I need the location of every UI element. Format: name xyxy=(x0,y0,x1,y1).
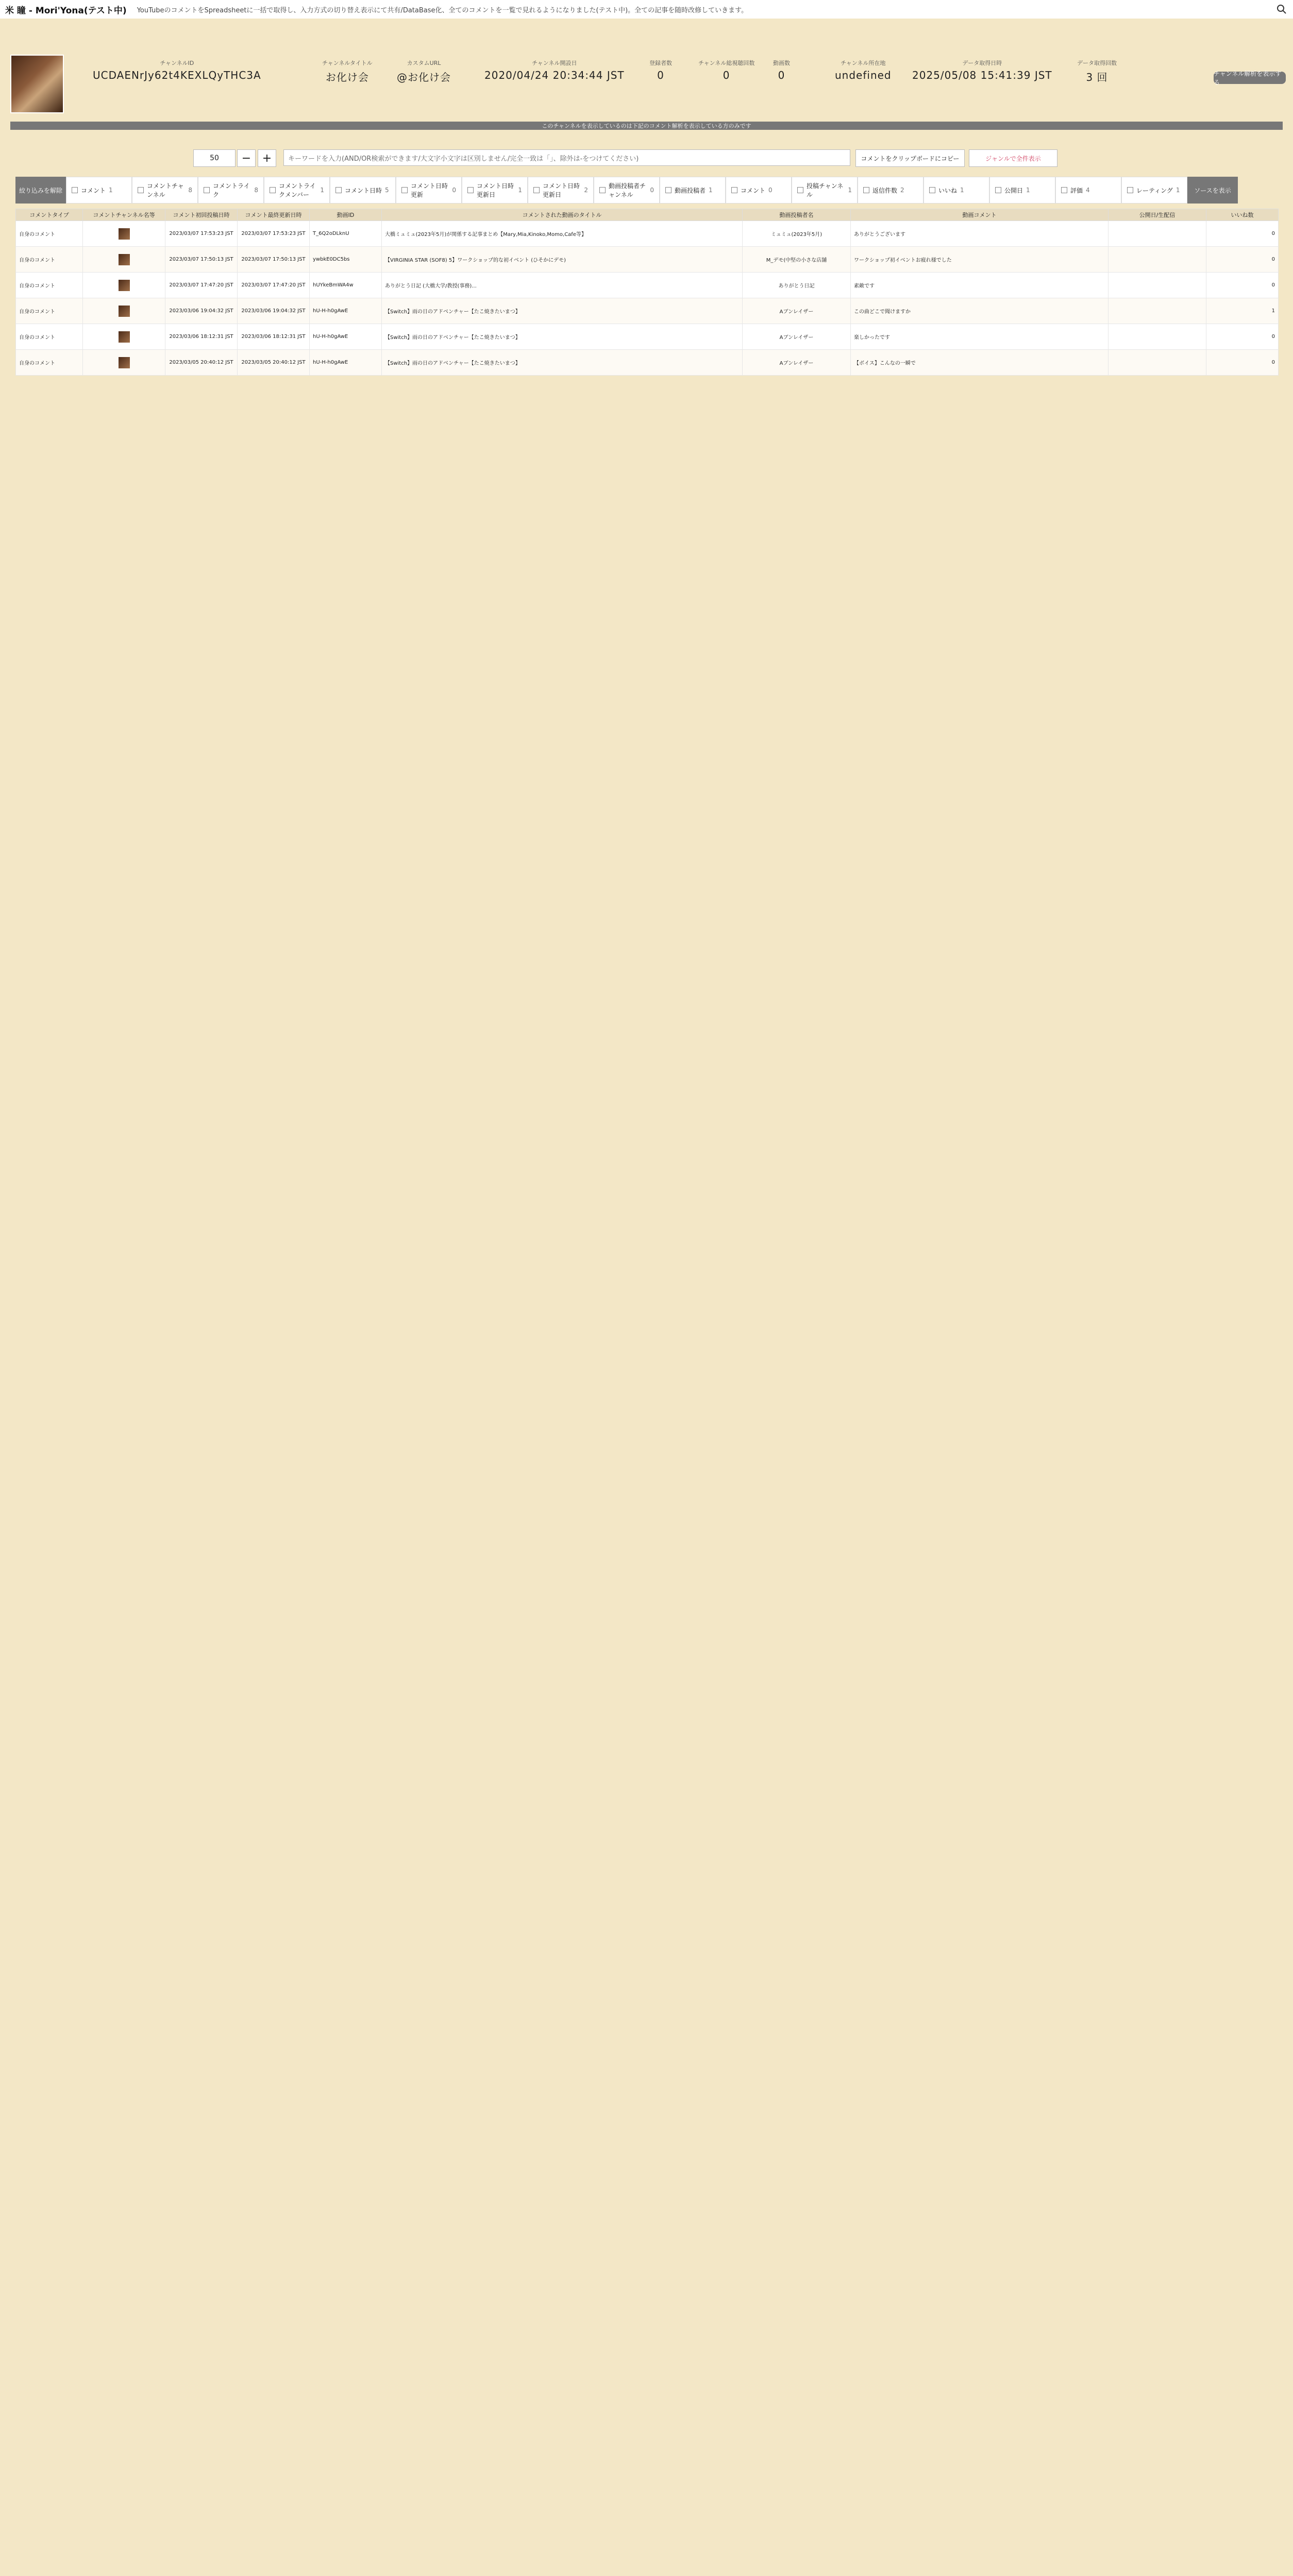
author-avatar-icon xyxy=(119,254,130,265)
cell-video-title[interactable]: 【Switch】雨の日のアドベンチャー【たこ焼きたいまつ】 xyxy=(382,350,743,376)
table-row[interactable] xyxy=(16,273,1279,298)
cell-likes: 1 xyxy=(1206,298,1279,324)
cell-likes: 0 xyxy=(1206,221,1279,247)
filter-chip[interactable]: いいね 1 xyxy=(923,177,989,204)
col-posted[interactable]: コメント初回投稿日時 xyxy=(165,209,238,221)
cell-author xyxy=(83,324,165,350)
cell-video-title[interactable]: ありがとう日記 (大橋大学/教授(事務)... xyxy=(382,273,743,298)
cell-updated: 2023/03/07 17:47:20 JST xyxy=(238,273,310,298)
cell-video-id[interactable]: hU-H-h0gAwE xyxy=(310,298,382,324)
data-fetched: データ取得日時 2025/05/08 15:41:39 JST xyxy=(912,60,1052,81)
channel-id: チャンネルID UCDAENrJy62t4KEXLQyTHC3A xyxy=(93,60,261,81)
filter-chip[interactable]: 動画投稿者チャンネル 0 xyxy=(594,177,660,204)
cell-date xyxy=(1109,298,1206,324)
cell-date xyxy=(1109,247,1206,273)
cell-video-title[interactable]: 【Switch】雨の日のアドベンチャー【たこ焼きたいまつ】 xyxy=(382,298,743,324)
table-row[interactable] xyxy=(16,350,1279,376)
cell-uploader[interactable]: Aブンレイザー xyxy=(743,324,851,350)
cell-comment: この曲どこで聞けますか xyxy=(851,298,1109,324)
channel-location: チャンネル所在地 undefined xyxy=(835,60,892,81)
cell-uploader[interactable]: Aブンレイザー xyxy=(743,298,851,324)
table-row[interactable] xyxy=(16,324,1279,350)
channel-videos: 動画数 0 xyxy=(773,60,790,81)
filter-chip[interactable]: 評価 4 xyxy=(1055,177,1121,204)
cell-date xyxy=(1109,324,1206,350)
filter-chip[interactable]: コメントライク 8 xyxy=(198,177,264,204)
cell-comment: 【ボイス】こんなの一瞬で xyxy=(851,350,1109,376)
count-field[interactable]: 50 xyxy=(193,149,236,167)
cell-video-title[interactable]: 【VIRGINIA STAR (SOF8) 5】ワークショップ的な初イベント (ひそかにデモ) xyxy=(382,247,743,273)
cell-comment: ありがとうございます xyxy=(851,221,1109,247)
filter-chip[interactable]: コメント日時更新 0 xyxy=(396,177,462,204)
cell-author xyxy=(83,298,165,324)
channel-avatar-icon xyxy=(10,55,64,113)
cell-author xyxy=(83,221,165,247)
filter-chip[interactable]: コメント日時 5 xyxy=(330,177,396,204)
cell-updated: 2023/03/06 18:12:31 JST xyxy=(238,324,310,350)
cell-type: 自身のコメント xyxy=(16,324,83,350)
cell-updated: 2023/03/05 20:40:12 JST xyxy=(238,350,310,376)
col-video-title[interactable]: コメントされた動画のタイトル xyxy=(382,209,743,221)
cell-uploader[interactable]: ミュミュ(2023年5月) xyxy=(743,221,851,247)
filter-chip[interactable]: 公開日 1 xyxy=(989,177,1055,204)
cell-date xyxy=(1109,221,1206,247)
author-avatar-icon xyxy=(119,331,130,343)
channel-analysis-button[interactable]: チャンネル解析を表示する xyxy=(1214,72,1286,84)
col-uploader[interactable]: 動画投稿者名 xyxy=(743,209,851,221)
cell-uploader[interactable]: Aブンレイザー xyxy=(743,350,851,376)
filter-chip[interactable]: コメント 1 xyxy=(66,177,132,204)
filter-bar xyxy=(15,177,1273,204)
cell-uploader[interactable]: ありがとう日記 xyxy=(743,273,851,298)
cell-video-id[interactable]: hU-H-h0gAwE xyxy=(310,350,382,376)
cell-posted: 2023/03/06 18:12:31 JST xyxy=(165,324,238,350)
copy-button[interactable]: コメントをクリップボードにコピー xyxy=(855,149,965,167)
keyword-input[interactable]: キーワードを入力(AND/OR検索ができます/大文字小文字は区別しません/完全一致は「」、除外は-をつけてください) xyxy=(283,149,850,166)
cell-type: 自身のコメント xyxy=(16,298,83,324)
notice-text: YouTubeのコメントをSpreadsheetに一括で取得し、入力方式の切り替え表示にて共有/DataBase化、全てのコメントを一覧で見れるようになりました(テスト中)。全ての記事を随時改修していきます。 xyxy=(137,6,748,14)
table-row[interactable] xyxy=(16,247,1279,273)
cell-video-title[interactable]: 大橋ミュミュ(2023年5月)が関係する記事まとめ【Mary,Mia,Kinoko,Momo,Cafe等】 xyxy=(382,221,743,247)
cell-date xyxy=(1109,350,1206,376)
cell-type: 自身のコメント xyxy=(16,273,83,298)
author-avatar-icon xyxy=(119,228,130,240)
plus-button[interactable]: + xyxy=(258,149,276,167)
channel-views: チャンネル総視聴回数 0 xyxy=(698,60,755,81)
cell-updated: 2023/03/06 19:04:32 JST xyxy=(238,298,310,324)
filter-chip[interactable]: コメントライクメンバー 1 xyxy=(264,177,330,204)
cell-author xyxy=(83,247,165,273)
cell-comment: 楽しかったです xyxy=(851,324,1109,350)
info-strip: このチャンネルを表示しているのは下記のコメント解析を表示している方のみです xyxy=(10,122,1283,130)
channel-subscribers: 登録者数 0 xyxy=(649,60,672,81)
page-title: 米 瞳 - Mori'Yona(テスト中) xyxy=(5,5,127,16)
col-date[interactable]: 公開日/生配信 xyxy=(1109,209,1206,221)
filter-chip[interactable]: 投稿チャンネル 1 xyxy=(792,177,858,204)
cell-updated: 2023/03/07 17:53:23 JST xyxy=(238,221,310,247)
filter-chip[interactable]: 返信件数 2 xyxy=(858,177,923,204)
cell-likes: 0 xyxy=(1206,273,1279,298)
channel-title: チャンネルタイトル お化け会 xyxy=(322,60,373,83)
cell-posted: 2023/03/07 17:47:20 JST xyxy=(165,273,238,298)
cell-type: 自身のコメント xyxy=(16,350,83,376)
cell-posted: 2023/03/06 19:04:32 JST xyxy=(165,298,238,324)
channel-handle: カスタムURL @お化け会 xyxy=(397,60,451,83)
filter-chip[interactable]: 動画投稿者 1 xyxy=(660,177,726,204)
cell-author xyxy=(83,350,165,376)
cell-video-id[interactable]: T_6Q2oDLknU xyxy=(310,221,382,247)
col-updated[interactable]: コメント最終更新日時 xyxy=(238,209,310,221)
col-comment[interactable]: 動画コメント xyxy=(851,209,1109,221)
cell-updated: 2023/03/07 17:50:13 JST xyxy=(238,247,310,273)
channel-header xyxy=(0,19,1293,116)
filter-chip[interactable]: コメント日時更新日 1 xyxy=(462,177,528,204)
reset-filter-button[interactable]: 絞り込みを解除 xyxy=(15,177,66,204)
top-bar xyxy=(0,0,1293,19)
cell-type: 自身のコメント xyxy=(16,221,83,247)
table-header xyxy=(16,209,1279,221)
cell-date xyxy=(1109,273,1206,298)
filter-chip[interactable]: コメント 0 xyxy=(726,177,792,204)
cell-video-id[interactable]: hU-H-h0gAwE xyxy=(310,324,382,350)
filter-chip[interactable]: コメント日時更新日 2 xyxy=(528,177,594,204)
cell-comment: ワークショップ初イベントお疲れ様でした xyxy=(851,247,1109,273)
col-author[interactable]: コメントチャンネル名等 xyxy=(83,209,165,221)
cell-likes: 0 xyxy=(1206,324,1279,350)
show-all-button[interactable]: ジャンルで全件表示 xyxy=(969,149,1057,167)
cell-likes: 0 xyxy=(1206,247,1279,273)
col-type[interactable]: コメントタイプ xyxy=(16,209,83,221)
filter-chip[interactable]: レーティング 1 xyxy=(1121,177,1187,204)
author-avatar-icon xyxy=(119,306,130,317)
cell-comment: 素敵です xyxy=(851,273,1109,298)
channel-created: チャンネル開設日 2020/04/24 20:34:44 JST xyxy=(484,60,625,81)
author-avatar-icon xyxy=(119,280,130,291)
minus-button[interactable]: − xyxy=(237,149,256,167)
search-icon[interactable] xyxy=(1275,3,1288,15)
fetch-count: データ取得回数 3 回 xyxy=(1077,60,1117,83)
cell-author xyxy=(83,273,165,298)
table-row[interactable] xyxy=(16,298,1279,324)
cell-video-id[interactable]: ywbkE0DC5bs xyxy=(310,247,382,273)
cell-video-title[interactable]: 【Switch】雨の日のアドベンチャー【たこ焼きたいまつ】 xyxy=(382,324,743,350)
cell-posted: 2023/03/05 20:40:12 JST xyxy=(165,350,238,376)
cell-posted: 2023/03/07 17:50:13 JST xyxy=(165,247,238,273)
cell-posted: 2023/03/07 17:53:23 JST xyxy=(165,221,238,247)
cell-likes: 0 xyxy=(1206,350,1279,376)
cell-uploader[interactable]: M_デモ(中堅の小さな店舗 xyxy=(743,247,851,273)
author-avatar-icon xyxy=(119,357,130,368)
col-video-id[interactable]: 動画ID xyxy=(310,209,382,221)
comments-table xyxy=(15,209,1279,376)
cell-video-id[interactable]: hUYkeBmWA4w xyxy=(310,273,382,298)
show-source-button[interactable]: ソースを表示 xyxy=(1187,177,1238,204)
cell-type: 自身のコメント xyxy=(16,247,83,273)
table-row[interactable] xyxy=(16,221,1279,247)
filter-chip[interactable]: コメントチャンネル 8 xyxy=(132,177,198,204)
col-likes[interactable]: いいね数 xyxy=(1206,209,1279,221)
